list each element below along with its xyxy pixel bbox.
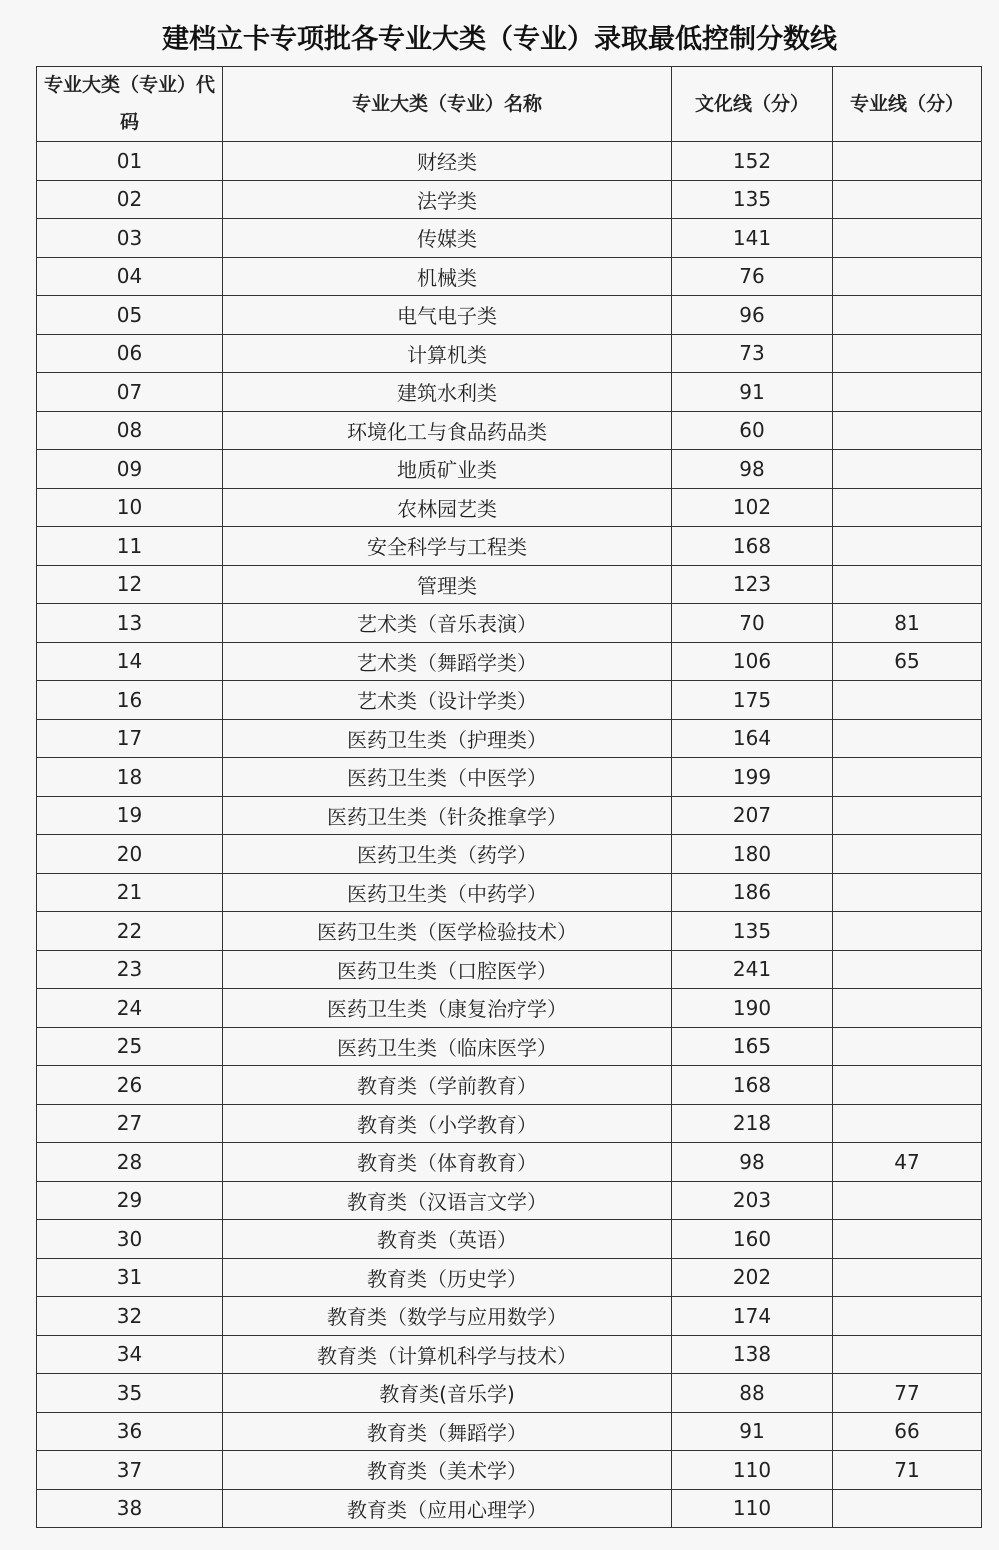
cell-name: 财经类 [223, 142, 672, 181]
cell-major-score: 81 [833, 604, 982, 643]
table-row [37, 1027, 982, 1066]
cell-name: 安全科学与工程类 [223, 527, 672, 566]
cell-major-score [833, 180, 982, 219]
table-row [37, 219, 982, 258]
cell-name: 艺术类（舞蹈学类） [223, 642, 672, 681]
cell-culture-score: 241 [672, 950, 833, 989]
table-row [37, 1489, 982, 1528]
table-row [37, 527, 982, 566]
cell-culture-score: 106 [672, 642, 833, 681]
cell-name: 医药卫生类（药学） [223, 835, 672, 874]
cell-code: 21 [37, 873, 223, 912]
cell-name: 教育类（舞蹈学） [223, 1412, 672, 1451]
cell-name: 教育类（汉语言文学） [223, 1181, 672, 1220]
header-code: 专业大类（专业）代码 [37, 67, 223, 142]
cell-name: 医药卫生类（临床医学） [223, 1027, 672, 1066]
cell-code: 10 [37, 488, 223, 527]
cell-culture-score: 73 [672, 334, 833, 373]
cell-major-score [833, 142, 982, 181]
cell-code: 30 [37, 1220, 223, 1259]
cell-culture-score: 98 [672, 450, 833, 489]
cell-major-score [833, 950, 982, 989]
cell-major-score [833, 835, 982, 874]
cell-major-score: 47 [833, 1143, 982, 1182]
table-row [37, 1451, 982, 1490]
cell-code: 07 [37, 373, 223, 412]
cell-culture-score: 135 [672, 912, 833, 951]
table-row [37, 719, 982, 758]
cell-code: 27 [37, 1104, 223, 1143]
cell-major-score [833, 1489, 982, 1528]
cell-code: 38 [37, 1489, 223, 1528]
cell-name: 传媒类 [223, 219, 672, 258]
cell-name: 教育类（历史学） [223, 1258, 672, 1297]
cell-name: 艺术类（设计学类） [223, 681, 672, 720]
cell-major-score [833, 565, 982, 604]
cell-code: 18 [37, 758, 223, 797]
table-row [37, 873, 982, 912]
cell-code: 22 [37, 912, 223, 951]
table-row [37, 1104, 982, 1143]
table-row [37, 681, 982, 720]
cell-code: 13 [37, 604, 223, 643]
table-row [37, 835, 982, 874]
header-culture-score: 文化线（分） [672, 67, 833, 142]
table-row [37, 1181, 982, 1220]
cell-major-score [833, 257, 982, 296]
cell-name: 医药卫生类（中药学） [223, 873, 672, 912]
cell-culture-score: 180 [672, 835, 833, 874]
cell-culture-score: 174 [672, 1297, 833, 1336]
cell-name: 医药卫生类（医学检验技术） [223, 912, 672, 951]
cell-major-score: 77 [833, 1374, 982, 1413]
cell-code: 17 [37, 719, 223, 758]
cell-name: 法学类 [223, 180, 672, 219]
cell-code: 36 [37, 1412, 223, 1451]
cell-culture-score: 168 [672, 527, 833, 566]
cell-code: 20 [37, 835, 223, 874]
table-row [37, 1297, 982, 1336]
cell-major-score [833, 219, 982, 258]
cell-name: 教育类(音乐学) [223, 1374, 672, 1413]
cell-major-score [833, 1181, 982, 1220]
cell-name: 艺术类（音乐表演） [223, 604, 672, 643]
cell-name: 教育类（数学与应用数学） [223, 1297, 672, 1336]
cell-culture-score: 91 [672, 1412, 833, 1451]
cell-name: 教育类（应用心理学） [223, 1489, 672, 1528]
cell-major-score [833, 373, 982, 412]
table-row [37, 989, 982, 1028]
table-row [37, 411, 982, 450]
cell-major-score [833, 1220, 982, 1259]
cell-name: 建筑水利类 [223, 373, 672, 412]
table-row [37, 1374, 982, 1413]
cell-culture-score: 190 [672, 989, 833, 1028]
cell-name: 计算机类 [223, 334, 672, 373]
cell-name: 环境化工与食品药品类 [223, 411, 672, 450]
cell-major-score: 66 [833, 1412, 982, 1451]
cell-culture-score: 207 [672, 796, 833, 835]
table-row [37, 296, 982, 335]
header-major-score: 专业线（分） [833, 67, 982, 142]
cell-major-score [833, 912, 982, 951]
cell-code: 34 [37, 1335, 223, 1374]
cell-name: 医药卫生类（针灸推拿学） [223, 796, 672, 835]
table-body [37, 142, 982, 1528]
cell-culture-score: 96 [672, 296, 833, 335]
cell-major-score: 71 [833, 1451, 982, 1490]
cell-code: 14 [37, 642, 223, 681]
table-row [37, 142, 982, 181]
cell-code: 05 [37, 296, 223, 335]
cell-name: 农林园艺类 [223, 488, 672, 527]
cell-code: 25 [37, 1027, 223, 1066]
cell-code: 35 [37, 1374, 223, 1413]
table-row [37, 1258, 982, 1297]
table-row [37, 334, 982, 373]
cell-major-score [833, 1027, 982, 1066]
cell-name: 医药卫生类（中医学） [223, 758, 672, 797]
cell-culture-score: 76 [672, 257, 833, 296]
cell-culture-score: 110 [672, 1451, 833, 1490]
cell-major-score: 65 [833, 642, 982, 681]
cell-code: 24 [37, 989, 223, 1028]
cell-code: 01 [37, 142, 223, 181]
cell-culture-score: 135 [672, 180, 833, 219]
cell-code: 02 [37, 180, 223, 219]
cell-major-score [833, 527, 982, 566]
cell-major-score [833, 1258, 982, 1297]
table-row [37, 796, 982, 835]
cell-code: 08 [37, 411, 223, 450]
cell-major-score [833, 796, 982, 835]
cell-name: 机械类 [223, 257, 672, 296]
cell-culture-score: 88 [672, 1374, 833, 1413]
cell-culture-score: 152 [672, 142, 833, 181]
table-row [37, 1143, 982, 1182]
cell-code: 12 [37, 565, 223, 604]
cell-major-score [833, 1297, 982, 1336]
table-row [37, 565, 982, 604]
cell-major-score [833, 1335, 982, 1374]
cell-name: 医药卫生类（护理类） [223, 719, 672, 758]
cell-culture-score: 175 [672, 681, 833, 720]
cell-culture-score: 199 [672, 758, 833, 797]
cell-name: 地质矿业类 [223, 450, 672, 489]
cell-name: 教育类（英语） [223, 1220, 672, 1259]
cell-code: 23 [37, 950, 223, 989]
cell-major-score [833, 1066, 982, 1105]
cell-name: 管理类 [223, 565, 672, 604]
cell-major-score [833, 873, 982, 912]
score-table [36, 66, 982, 1528]
cell-culture-score: 203 [672, 1181, 833, 1220]
cell-code: 37 [37, 1451, 223, 1490]
cell-name: 教育类（计算机科学与技术） [223, 1335, 672, 1374]
header-name: 专业大类（专业）名称 [223, 67, 672, 142]
cell-culture-score: 138 [672, 1335, 833, 1374]
table-row [37, 758, 982, 797]
cell-culture-score: 110 [672, 1489, 833, 1528]
cell-code: 03 [37, 219, 223, 258]
cell-major-score [833, 334, 982, 373]
table-row [37, 373, 982, 412]
table-row [37, 950, 982, 989]
cell-major-score [833, 989, 982, 1028]
table-row [37, 1412, 982, 1451]
cell-major-score [833, 1104, 982, 1143]
cell-code: 26 [37, 1066, 223, 1105]
cell-code: 04 [37, 257, 223, 296]
cell-name: 医药卫生类（康复治疗学） [223, 989, 672, 1028]
cell-culture-score: 164 [672, 719, 833, 758]
cell-name: 电气电子类 [223, 296, 672, 335]
cell-major-score [833, 450, 982, 489]
cell-name: 教育类（体育教育） [223, 1143, 672, 1182]
page-title: 建档立卡专项批各专业大类（专业）录取最低控制分数线 [162, 24, 837, 55]
cell-culture-score: 165 [672, 1027, 833, 1066]
cell-major-score [833, 719, 982, 758]
cell-code: 31 [37, 1258, 223, 1297]
table-row [37, 450, 982, 489]
cell-culture-score: 70 [672, 604, 833, 643]
cell-name: 教育类（学前教育） [223, 1066, 672, 1105]
table-row [37, 642, 982, 681]
table-row [37, 1335, 982, 1374]
cell-culture-score: 91 [672, 373, 833, 412]
table-row [37, 1220, 982, 1259]
header-row [37, 67, 982, 142]
cell-culture-score: 186 [672, 873, 833, 912]
table-row [37, 180, 982, 219]
cell-culture-score: 168 [672, 1066, 833, 1105]
cell-code: 06 [37, 334, 223, 373]
cell-code: 16 [37, 681, 223, 720]
cell-culture-score: 141 [672, 219, 833, 258]
table-row [37, 257, 982, 296]
cell-culture-score: 160 [672, 1220, 833, 1259]
cell-major-score [833, 488, 982, 527]
cell-code: 29 [37, 1181, 223, 1220]
cell-culture-score: 218 [672, 1104, 833, 1143]
cell-major-score [833, 411, 982, 450]
cell-culture-score: 202 [672, 1258, 833, 1297]
cell-major-score [833, 296, 982, 335]
table-row [37, 488, 982, 527]
cell-culture-score: 98 [672, 1143, 833, 1182]
cell-name: 教育类（美术学） [223, 1451, 672, 1490]
cell-culture-score: 60 [672, 411, 833, 450]
table-header [37, 67, 982, 142]
cell-culture-score: 102 [672, 488, 833, 527]
cell-name: 医药卫生类（口腔医学） [223, 950, 672, 989]
cell-code: 28 [37, 1143, 223, 1182]
cell-code: 09 [37, 450, 223, 489]
cell-major-score [833, 758, 982, 797]
cell-code: 32 [37, 1297, 223, 1336]
cell-name: 教育类（小学教育） [223, 1104, 672, 1143]
table-row [37, 604, 982, 643]
table-row [37, 1066, 982, 1105]
cell-code: 19 [37, 796, 223, 835]
cell-code: 11 [37, 527, 223, 566]
cell-culture-score: 123 [672, 565, 833, 604]
cell-major-score [833, 681, 982, 720]
table-row [37, 912, 982, 951]
